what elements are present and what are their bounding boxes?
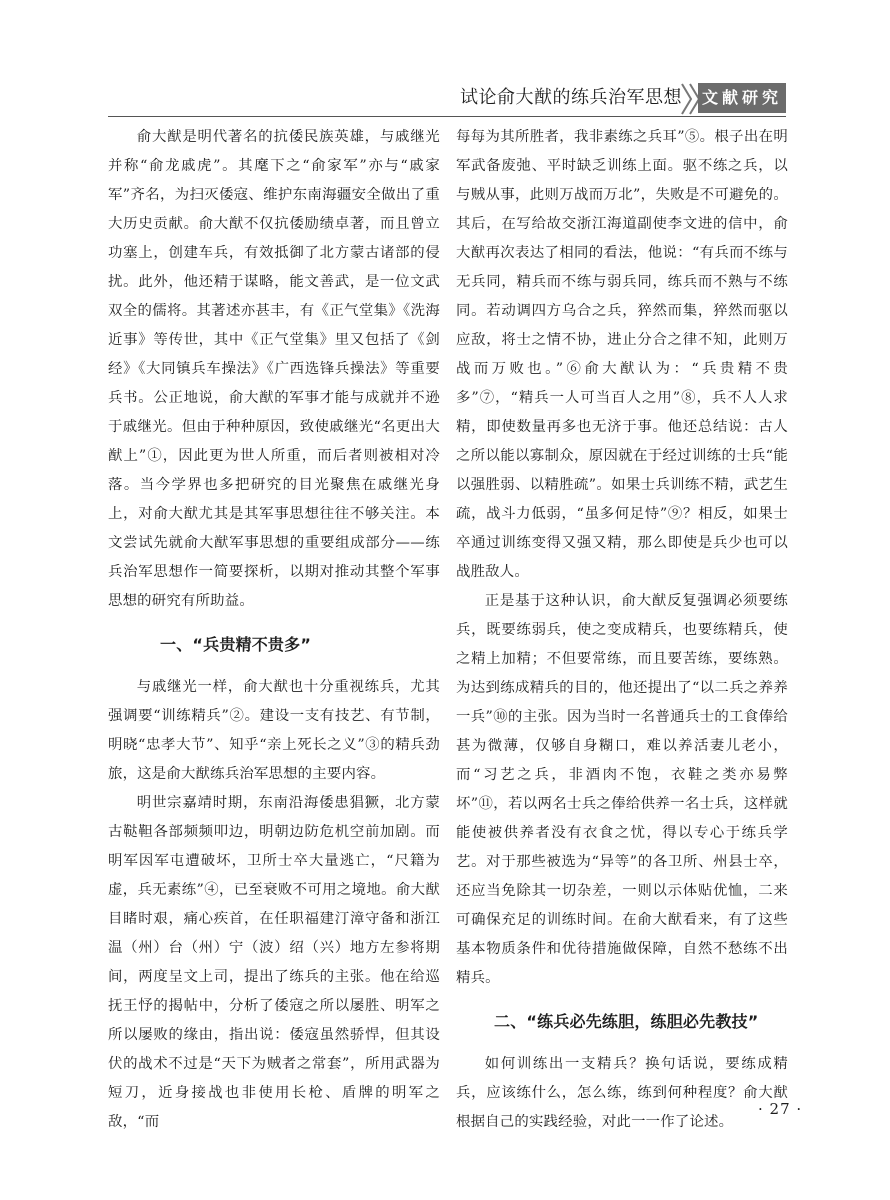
body-paragraph: 正是基于这种认识，俞大猷反复强调必须要练兵，既要练弱兵，使之变成精兵，也要练精兵，使之精上加精；不但要常练，而且要苦练，要练熟。为达到练成精兵的目的，他还提出了“以二兵之养养一兵”⑩的主张。因为当时一名普通兵士的工食俸给甚为微薄，仅够自身糊口，难以养活妻儿老小，而“习艺之兵，非酒肉不饱，衣鞋之类亦易弊坏”⑪，若以两名士兵之俸给供养一名士兵，这样就能使被供养者没有衣食之忧，得以专心于练兵学艺。对于那些被选为“异等”的各卫所、州县士卒，还应当免除其一切杂差，一则以示体贴优恤，二来可确保充足的训练时间。在俞大猷看来，有了这些基本物质条件和优待措施做保障，自然不愁练不出精兵。 bbox=[456, 593, 788, 986]
section-heading-1: 一、“兵贵精不贵多” bbox=[160, 635, 312, 654]
header-rule bbox=[108, 116, 786, 117]
page-number: · 27 · bbox=[758, 1100, 803, 1118]
body-paragraph: 如何训练出一支精兵？换句话说，要练成精兵，应该练什么，怎么练，练到何种程度？俞大猷根据自己的实践经验，对此一一作了论述。 bbox=[456, 1056, 788, 1130]
intro-paragraph: 俞大猷是明代著名的抗倭民族英雄，与戚继光并称“俞龙戚虎”。其麾下之“俞家军”亦与“戚家军”齐名，为扫灭倭寇、维护东南海疆安全做出了重大历史贡献。俞大猷不仅抗倭励绩卓著，而且曾立功塞上，创建车兵，有效抵御了北方蒙古诸部的侵扰。此外，他还精于谋略，能文善武，是一位文武双全的儒将。其著述亦甚丰，有《正气堂集》《洗海近事》等传世，其中《正气堂集》里又包括了《剑经》《大同镇兵车操法》《广西选锋兵操法》等重要兵书。公正地说，俞大猷的军事才能与成就并不逊于戚继光。但由于种种原因，致使戚继光“名更出大猷上”①，因此更为世人所重，而后者则被相对冷落。当今学界也多把研究的目光聚焦在戚继光身上，对俞大猷尤其是其军事思想往往不够关注。本文尝试先就俞大猷军事思想的重要组成部分——练兵治军思想作一简要探析，以期对推动其整个军事思想的研究有所助益。 bbox=[108, 129, 440, 609]
running-header bbox=[0, 80, 890, 120]
left-column bbox=[108, 123, 440, 1137]
section-heading-2: 二、“练兵必先练胆，练胆必先教技” bbox=[494, 1012, 759, 1031]
body-paragraph: 明世宗嘉靖时期，东南沿海倭患猖獗，北方蒙古鞑靼各部频频叩边，明朝边防危机空前加剧。而明军因军屯遭破坏，卫所士卒大量逃亡，“尺籍为虚，兵无素练”④，已至衰败不可用之境地。俞大猷目睹时艰，痛心疾首，在任职福建汀漳守备和浙江温（州）台（州）宁（波）绍（兴）地方左参将期间，两度呈文上司，提出了练兵的主张。他在给巡抚王忬的揭帖中，分析了倭寇之所以屡胜、明军之所以屡败的缘由，指出说：倭寇虽然骄悍，但其设伏的战术不过是“天下为贼者之常套”，所用武器为短刀，近身接战也非使用长枪、盾牌的明军之敌，“而 bbox=[108, 795, 440, 1130]
right-column bbox=[456, 123, 788, 1137]
body-paragraph: 与戚继光一样，俞大猷也十分重视练兵，尤其强调要“训练精兵”②。建设一支有技艺、有节制，明晓“忠孝大节”、知乎“亲上死长之义”③的精兵劲旅，这是俞大猷练兵治军思想的主要内容。 bbox=[108, 679, 440, 782]
section-tab: 文献研究 bbox=[698, 83, 786, 113]
continued-paragraph: 每每为其所胜者，我非素练之兵耳”⑤。根子出在明军武备废弛、平时缺乏训练上面。驱不练之兵，以与贼从事，此则万战而万北”，失败是不可避免的。其后，在写给故交浙江海道副使李文进的信中，俞大猷再次表达了相同的看法，他说：“有兵而不练与无兵同，精兵而不练与弱兵同，练兵而不熟与不练同。若动调四方乌合之兵，猝然而集，猝然而驱以应敌，将士之情不协，进止分合之律不知，此则万战而万败也。”⑥俞大猷认为：“兵贵精不贵多”⑦，“精兵一人可当百人之用”⑧，兵不人人求精，即使数量再多也无济于事。他还总结说：古人之所以能以寡制众，原因就在于经过训练的士兵“能以强胜弱、以精胜疏”。如果士兵训练不精，武艺生疏，战斗力低弱，“虽多何足恃”⑨？相反，如果士卒通过训练变得又强又精，那么即使是兵少也可以战胜敌人。 bbox=[456, 129, 788, 580]
article-title: 试论俞大猷的练兵治军思想 bbox=[460, 87, 682, 108]
